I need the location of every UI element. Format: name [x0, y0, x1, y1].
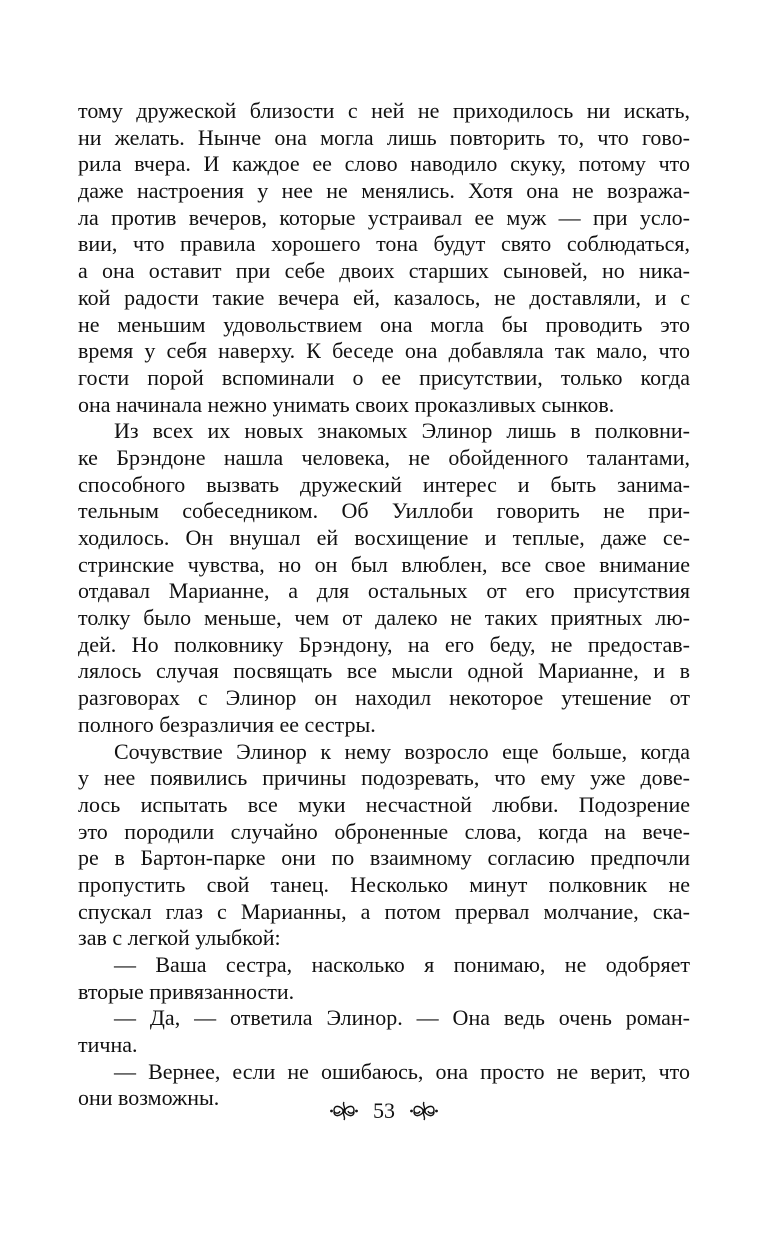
text-line: ходилось. Он внушал ей восхищение и теплые, даже се- — [78, 525, 690, 550]
text-line: — Вернее, если не ошибаюсь, она просто не верит, что — [114, 1058, 690, 1084]
fleuron-left-icon — [329, 1098, 359, 1124]
text-line: — Ваша сестра, насколько я понимаю, не одобряет — [114, 952, 690, 977]
text-line: ре в Бартон-парке они по взаимному согласию предпочли — [78, 845, 690, 871]
text-line: — Да, — ответила Элинор. — Она ведь очень роман- — [114, 1005, 690, 1031]
text-line: кой радости такие вечера ей, казалось, не доставляли, и с — [78, 284, 690, 310]
text-line: гости порой вспоминали о ее присутствии, только когда — [78, 364, 690, 390]
text-line: дей. Но полковнику Брэндону, на его беду, не предостав- — [78, 631, 690, 657]
text-line: у нее появились причины подозревать, что ему уже дове- — [78, 765, 690, 791]
text-line: они возможны. — [78, 1085, 220, 1111]
text-line: время у себя наверху. К беседе она добавляла так мало, что — [78, 338, 690, 364]
text-line: тельным собеседником. Об Уиллоби говорить не при- — [78, 498, 690, 524]
text-line: даже настроения у нее не менялись. Хотя она не возража- — [78, 178, 690, 204]
text-line: вии, что правила хорошего тона будут свято соблюдаться, — [78, 231, 690, 257]
page-number: 53 — [373, 1098, 395, 1123]
text-line: вторые привязанности. — [78, 978, 295, 1004]
text-line: отдавал Марианне, а для остальных от его присутствия — [78, 578, 690, 604]
text-line: не меньшим удовольствием она могла бы проводить это — [78, 311, 690, 337]
text-line: способного вызвать дружеский интерес и быть занима- — [78, 471, 690, 497]
text-line: ни желать. Нынче она могла лишь повторить то, что гово- — [78, 124, 690, 150]
text-line: разговорах с Элинор он находил некоторое утешение от — [78, 685, 690, 711]
text-line: ке Брэндоне нашла человека, не обойденного талантами, — [78, 444, 690, 470]
text-line: а она оставит при себе двоих старших сыновей, но ника- — [78, 258, 690, 284]
text-line: тому дружеской близости с ней не приходилось ни искать, — [78, 98, 690, 123]
text-line: лялось случая посвящать все мысли одной Марианне, и в — [78, 658, 690, 684]
text-line: тична. — [78, 1032, 138, 1058]
text-line: зав с легкой улыбкой: — [78, 925, 281, 951]
text-line: лось испытать все муки несчастной любви. Подозрение — [78, 791, 690, 817]
text-line: спускал глаз с Марианны, а потом прервал молчание, ска- — [78, 898, 690, 924]
text-line: ла против вечеров, которые устраивал ее муж — при усло- — [78, 204, 690, 230]
text-line: пропустить свой танец. Несколько минут полковник не — [78, 871, 690, 897]
text-line: это породили случайно оброненные слова, когда на вече- — [78, 818, 690, 844]
text-line: Из всех их новых знакомых Элинор лишь в полковни- — [114, 418, 690, 444]
text-line: она начинала нежно унимать своих проказливых сынков. — [78, 391, 615, 417]
text-line: Сочувствие Элинор к нему возросло еще больше, когда — [114, 738, 690, 764]
text-line: толку было меньше, чем от далеко не таких приятных лю- — [78, 605, 690, 631]
fleuron-right-icon — [409, 1098, 439, 1124]
text-line: стринские чувства, но он был влюблен, все свое внимание — [78, 551, 690, 577]
page-footer — [0, 1098, 768, 1124]
text-line: полного безразличия ее сестры. — [78, 711, 376, 737]
page-body — [78, 98, 690, 1112]
text-line: рила вчера. И каждое ее слово наводило скуку, потому что — [78, 151, 690, 177]
